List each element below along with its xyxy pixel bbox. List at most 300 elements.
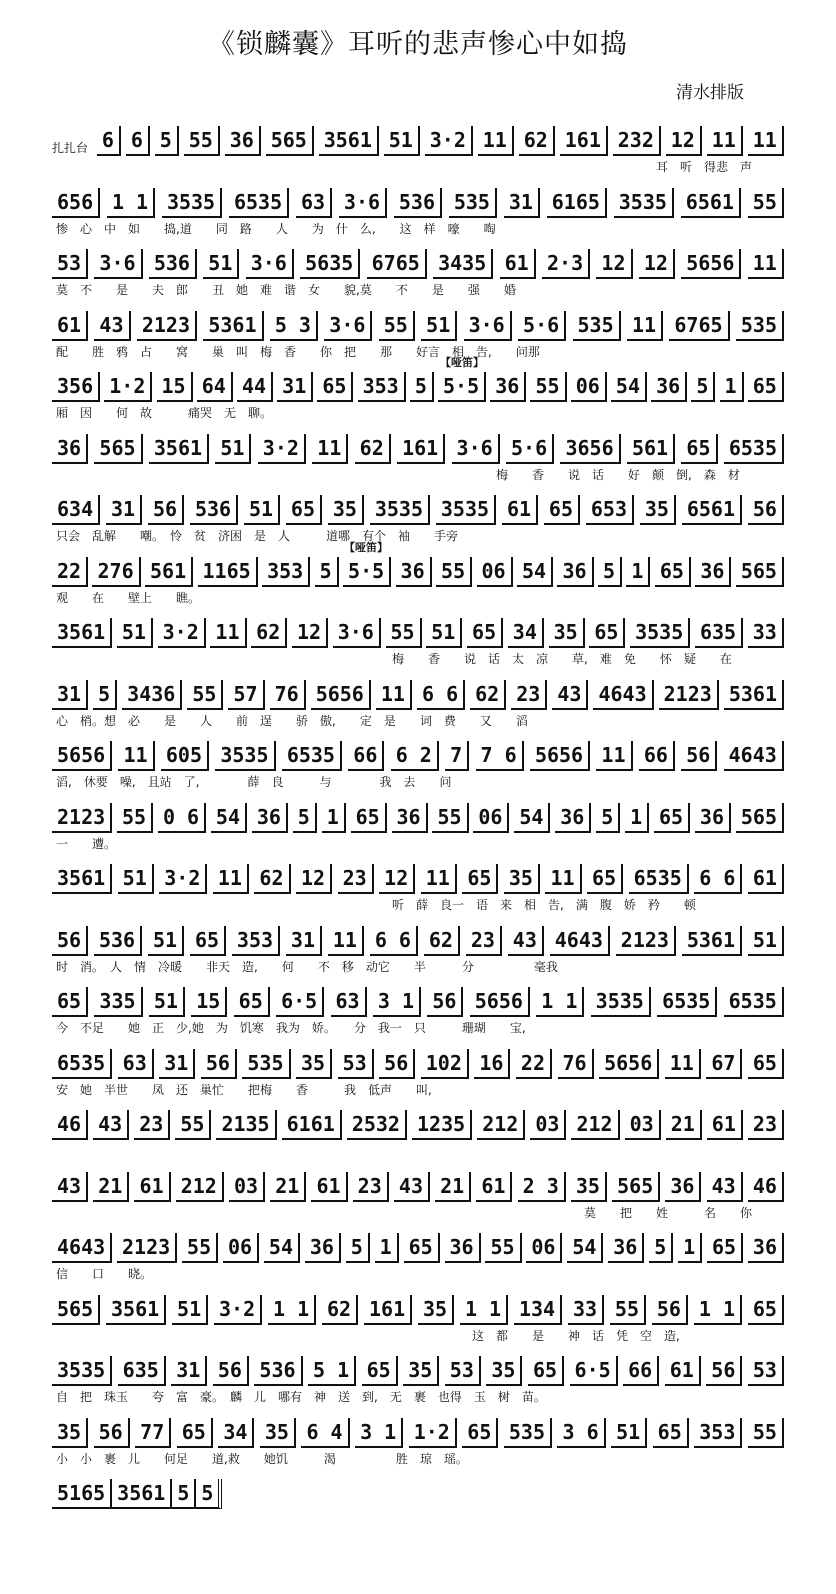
measure: 21: [666, 1110, 702, 1140]
measure: 65: [351, 803, 387, 833]
measure: 565: [52, 1295, 100, 1325]
measure: 65: [653, 1418, 689, 1448]
measure: 3561: [112, 1479, 172, 1509]
measure: 31: [52, 680, 88, 710]
measure: 31: [106, 495, 142, 525]
measure: 11: [210, 618, 246, 648]
measure: 605: [161, 741, 209, 771]
measure: 6161: [282, 1110, 342, 1140]
measure: 21: [270, 1172, 306, 1202]
measure: 11: [376, 680, 412, 710]
measure: 212: [477, 1110, 525, 1140]
measure: 61: [500, 249, 536, 279]
measure: 134: [514, 1295, 562, 1325]
measure: 62: [322, 1295, 358, 1325]
measure: 5656: [470, 987, 530, 1017]
measure: 36: [490, 372, 526, 402]
measure: 46: [748, 1172, 784, 1202]
measure: 11: [748, 249, 784, 279]
measure: 3561: [319, 126, 379, 156]
measure: 3 6: [557, 1418, 605, 1448]
measure: 36: [608, 1233, 644, 1263]
measure: 61: [502, 495, 538, 525]
measure: 66: [623, 1356, 659, 1386]
measure: 565: [94, 434, 142, 464]
measure: 535: [449, 188, 497, 218]
measure: 62: [424, 926, 460, 956]
measure: 54: [211, 803, 247, 833]
measure: 23: [338, 864, 374, 894]
measure: 3561: [106, 1295, 166, 1325]
measure: 65: [707, 1233, 743, 1263]
measure: 2123: [659, 680, 719, 710]
staff-system: [0, 1475, 836, 1541]
measure: 5656: [599, 1049, 659, 1079]
credit-label: 清水排版: [676, 83, 744, 103]
measure: 561: [627, 434, 675, 464]
measure: 565: [736, 557, 784, 587]
measure: 3535: [215, 741, 275, 771]
measure: 6535: [657, 987, 717, 1017]
lyric-line: 时 消。 人 情 冷暖 非天 造, 何 不 移 动它 半 分 毫我: [56, 959, 558, 974]
staff-system: [0, 1352, 836, 1418]
measure: 36: [695, 557, 731, 587]
measure: 1 1: [694, 1295, 742, 1325]
measure: 55: [748, 188, 784, 218]
measure-row: [52, 1045, 784, 1079]
measure: 6535: [52, 1049, 112, 1079]
measure: 33: [748, 618, 784, 648]
measure: 33: [568, 1295, 604, 1325]
measure: 56: [706, 1356, 742, 1386]
measure: 634: [52, 495, 100, 525]
measure: 35: [504, 864, 540, 894]
measure: 36: [651, 372, 687, 402]
measure: 3·6: [339, 188, 387, 218]
measure: 31: [159, 1049, 195, 1079]
measure: 3·6: [333, 618, 381, 648]
measure: 51: [149, 987, 185, 1017]
measure: 536: [190, 495, 238, 525]
measure: 1235: [412, 1110, 472, 1140]
measure: 54: [611, 372, 647, 402]
measure: 65: [462, 864, 498, 894]
measure-row: [52, 799, 784, 833]
measure: 43: [508, 926, 544, 956]
measure: 06: [526, 1233, 562, 1263]
measure: 55: [610, 1295, 646, 1325]
lyric-line: 信 口 晓。: [56, 1267, 153, 1281]
measure: 15: [191, 987, 227, 1017]
measure: 7: [445, 741, 469, 771]
measure: 61: [311, 1172, 347, 1202]
measure: 1·2: [104, 372, 152, 402]
measure: 34: [508, 618, 544, 648]
measure: 55: [182, 1233, 218, 1263]
measure: 56: [213, 1356, 249, 1386]
measure: 1: [625, 803, 649, 833]
measure: 31: [286, 926, 322, 956]
measure: 65: [528, 1356, 564, 1386]
measure: 65: [748, 1049, 784, 1079]
measure: 5: [93, 680, 117, 710]
measure: 536: [94, 926, 142, 956]
measure: 3535: [614, 188, 674, 218]
measure: 51: [117, 618, 153, 648]
staff-system: [0, 1229, 836, 1295]
measure: 36: [445, 1233, 481, 1263]
measure: 55: [485, 1233, 521, 1263]
staff-system: [0, 540, 836, 619]
measure: 656: [52, 188, 100, 218]
measure: 3·2: [159, 864, 207, 894]
measure: 53: [338, 1049, 374, 1079]
measure: 06: [473, 803, 509, 833]
measure: 2123: [117, 1233, 177, 1263]
measure-row: [52, 1475, 784, 1509]
measure: 43: [52, 1172, 88, 1202]
measure: 2123: [616, 926, 676, 956]
staff-system: [0, 184, 836, 250]
measure: 11: [213, 864, 249, 894]
measure: 276: [92, 557, 140, 587]
measure: 63: [296, 188, 332, 218]
measure: 353: [358, 372, 406, 402]
measure: 535: [504, 1418, 552, 1448]
measure: 6·5: [276, 987, 324, 1017]
lyric-line: 莫 把 姓 名 你: [584, 1205, 753, 1220]
measure: 63: [118, 1049, 154, 1079]
measure: 5165: [52, 1479, 112, 1509]
measure: 21: [435, 1172, 471, 1202]
measure: 62: [519, 126, 555, 156]
measure: 06: [223, 1233, 259, 1263]
measure: 12: [596, 249, 632, 279]
measure: 76: [270, 680, 306, 710]
measure: 55: [386, 618, 422, 648]
measure: 3561: [149, 434, 209, 464]
measure: 31: [171, 1356, 207, 1386]
measure: 6535: [629, 864, 689, 894]
measure: 11: [118, 741, 154, 771]
measure: 51: [384, 126, 420, 156]
measure: 1 1: [107, 188, 155, 218]
lyric-line: 这 都 是 神 话 凭 空 造,: [472, 1328, 680, 1343]
measure: 36: [52, 434, 88, 464]
measure: 65: [467, 618, 503, 648]
measure: 6765: [367, 249, 427, 279]
measure: 635: [695, 618, 743, 648]
staff-system: [0, 983, 836, 1049]
measure: 356: [52, 372, 100, 402]
measure: 1 1: [460, 1295, 508, 1325]
measure-row: [52, 122, 784, 156]
measure: 43: [707, 1172, 743, 1202]
measure: 3436: [122, 680, 182, 710]
staff-system: [0, 491, 836, 557]
lyric-line: 听 薛 良一 语 来 相 告, 满 腹 娇 矜 顿: [392, 898, 696, 912]
measure: 55: [530, 372, 566, 402]
measure: 56: [427, 987, 463, 1017]
measure: 5 3: [270, 311, 318, 341]
measure: 55: [175, 1110, 211, 1140]
measure-row: [52, 307, 784, 341]
measure: 65: [190, 926, 226, 956]
measure-row: [52, 1352, 784, 1386]
measure: 3·6: [452, 434, 500, 464]
measure: 36: [748, 1233, 784, 1263]
measure: 6561: [682, 495, 742, 525]
measure: 3·2: [214, 1295, 262, 1325]
measure: 1: [678, 1233, 702, 1263]
measure: 57: [228, 680, 264, 710]
staff-system: [0, 1168, 836, 1234]
measure: 1: [375, 1233, 399, 1263]
measure: 5656: [311, 680, 371, 710]
measure: 56: [748, 495, 784, 525]
measure: 3656: [560, 434, 620, 464]
measure: 51: [203, 249, 239, 279]
measure: 54: [567, 1233, 603, 1263]
staff-system: [0, 799, 836, 865]
measure: 3535: [162, 188, 222, 218]
measure: 06: [477, 557, 513, 587]
staff-system: [0, 245, 836, 311]
measure: 61: [476, 1172, 512, 1202]
lyric-line: 梅 香 说 话 好 颠 倒, 森 材: [496, 467, 740, 482]
staff-system: [0, 430, 836, 496]
measure: 66: [348, 741, 384, 771]
measure: 6535: [229, 188, 289, 218]
measure: 51: [244, 495, 280, 525]
measure: 35: [260, 1418, 296, 1448]
measure: 5: [691, 372, 715, 402]
measure: 31: [504, 188, 540, 218]
measure: 5: [346, 1233, 370, 1263]
measure: 65: [654, 803, 690, 833]
measure-row: [52, 368, 784, 402]
measure: 65: [587, 864, 623, 894]
measure: 43: [94, 311, 130, 341]
measure: 12: [296, 864, 332, 894]
measure: 34: [218, 1418, 254, 1448]
measure: 5: [649, 1233, 673, 1263]
lyric-line: 厢 因 何 故 痛哭 无 聊。: [56, 406, 273, 420]
measure-row: [52, 1168, 784, 1202]
measure: 2532: [347, 1110, 407, 1140]
measure: 5 1: [308, 1356, 356, 1386]
measure: 36: [396, 557, 432, 587]
measure: 635: [118, 1356, 166, 1386]
measure: 36: [392, 803, 428, 833]
measure-row: [52, 1229, 784, 1263]
measure: 3 1: [373, 987, 421, 1017]
measure: 5: [293, 803, 317, 833]
measure: 56: [652, 1295, 688, 1325]
measure: 56: [681, 741, 717, 771]
measure: 55: [117, 803, 153, 833]
measure: 565: [612, 1172, 660, 1202]
measure: 5·5: [438, 372, 486, 402]
measure: 12: [666, 126, 702, 156]
measure: 5·6: [506, 434, 554, 464]
measure: 5: [596, 803, 620, 833]
measure: 43: [394, 1172, 430, 1202]
measure: 55: [436, 557, 472, 587]
measure: 36: [695, 803, 731, 833]
staff-system: [0, 1414, 836, 1480]
measure: 36: [665, 1172, 701, 1202]
measure: 536: [149, 249, 197, 279]
measure: 6 6: [417, 680, 465, 710]
measure: 3·6: [464, 311, 512, 341]
measure: 161: [560, 126, 608, 156]
measure: 1165: [198, 557, 258, 587]
measure: 565: [736, 803, 784, 833]
measure: 6 6: [370, 926, 418, 956]
measure: 35: [640, 495, 676, 525]
measure: 21: [93, 1172, 129, 1202]
measure: 51: [148, 926, 184, 956]
lyric-line: 自 把 珠玉 夸 富 豪。 麟 儿 哪有 神 送 到, 无 裹 也得 玉 树 苗。: [56, 1390, 546, 1404]
measure: 65: [362, 1356, 398, 1386]
measure: 56: [379, 1049, 415, 1079]
measure: 6 2: [391, 741, 439, 771]
measure: 11: [596, 741, 632, 771]
measure: 77: [135, 1418, 171, 1448]
measure: 5: [315, 557, 339, 587]
measure: 3535: [52, 1356, 112, 1386]
lyric-line: 观 在 壁上 瞧。: [56, 590, 201, 605]
measure: 36: [305, 1233, 341, 1263]
performance-mark: 【哑笛】: [440, 356, 484, 369]
measure: 535: [736, 311, 784, 341]
measure-row: [52, 676, 784, 710]
measure: 12: [379, 864, 415, 894]
lyric-line: 惨 心 中 如 捣,道 同 路 人 为 什 么, 这 样 嚎 啕: [56, 221, 496, 236]
measure: 5·6: [518, 311, 566, 341]
measure: 3561: [52, 864, 112, 894]
measure: 61: [707, 1110, 743, 1140]
measure: 6 6: [694, 864, 742, 894]
measure: 3·2: [425, 126, 473, 156]
measure: 11: [421, 864, 457, 894]
measure: 35: [571, 1172, 607, 1202]
measure: 36: [557, 557, 593, 587]
measure: 51: [118, 864, 154, 894]
staff-system: [0, 1106, 836, 1172]
measure: 03: [625, 1110, 661, 1140]
measure: 65: [544, 495, 580, 525]
measure-row: [52, 245, 784, 279]
measure: 62: [254, 864, 290, 894]
measure: 62: [251, 618, 287, 648]
measure: 212: [571, 1110, 619, 1140]
measure: 44: [237, 372, 273, 402]
measure: 35: [52, 1418, 88, 1448]
measure: 23: [748, 1110, 784, 1140]
measure: 6535: [282, 741, 342, 771]
measure: 65: [234, 987, 270, 1017]
measure: 3535: [436, 495, 496, 525]
measure-row: [52, 737, 784, 771]
measure: 5: [155, 126, 179, 156]
measure: 35: [549, 618, 585, 648]
measure: 16: [474, 1049, 510, 1079]
lyric-line: 莫 不 是 夫 郎 丑 她 难 谐 女 貌,莫 不 是 强 婚: [56, 283, 516, 297]
measure: 5·5: [343, 557, 391, 587]
measure: 5: [172, 1479, 196, 1509]
measure: 653: [586, 495, 634, 525]
measure: 11: [328, 926, 364, 956]
measure: 5656: [681, 249, 741, 279]
measure: 36: [225, 126, 261, 156]
measure: 22: [52, 557, 88, 587]
measure: 161: [397, 434, 445, 464]
lyric-line: 心 梢。想 必 是 人 前 逞 骄 傲, 定 是 词 费 又 滔: [56, 713, 528, 728]
measure: 5656: [530, 741, 590, 771]
measure: 65: [177, 1418, 213, 1448]
measure: 65: [462, 1418, 498, 1448]
measure: 03: [229, 1172, 265, 1202]
measure: 56: [52, 926, 88, 956]
measure: 3·6: [324, 311, 372, 341]
measure: 56: [94, 1418, 130, 1448]
measure: 3535: [630, 618, 690, 648]
measure: 3561: [52, 618, 112, 648]
measure: 11: [627, 311, 663, 341]
measure: 3·6: [94, 249, 142, 279]
staff-system: [0, 614, 836, 680]
measure: 66: [639, 741, 675, 771]
measure: 561: [145, 557, 193, 587]
measure: 535: [242, 1049, 290, 1079]
measure: 36: [555, 803, 591, 833]
measure: 5: [598, 557, 622, 587]
measure-row: [52, 491, 784, 525]
measure: 12: [292, 618, 328, 648]
measure: 6765: [669, 311, 729, 341]
measure: 55: [379, 311, 415, 341]
song-title: 《锁麟囊》耳听的悲声惨心中如捣: [208, 29, 628, 60]
measure: 2·3: [542, 249, 590, 279]
measure: 65: [748, 372, 784, 402]
measure: 56: [148, 495, 184, 525]
measure: 51: [215, 434, 251, 464]
measure: 3·2: [158, 618, 206, 648]
measure: 4643: [724, 741, 784, 771]
measure: 102: [421, 1049, 469, 1079]
measure: 67: [706, 1049, 742, 1079]
lyric-line: 今 不足 她 正 少,她 为 饥寒 我为 娇。 分 我一 只 珊瑚 宝,: [56, 1021, 526, 1035]
measure: 353: [694, 1418, 742, 1448]
measure: 353: [232, 926, 280, 956]
measure: 62: [470, 680, 506, 710]
staff-system: [0, 737, 836, 803]
measure: 11: [545, 864, 581, 894]
measure: 3 1: [355, 1418, 403, 1448]
lyric-line: 一 遭。: [56, 836, 117, 851]
measure: 3·6: [246, 249, 294, 279]
measure: 65: [404, 1233, 440, 1263]
intro-label: 扎扎台: [52, 141, 89, 155]
staff-system: [0, 1045, 836, 1111]
measure: 65: [655, 557, 691, 587]
measure: 23: [353, 1172, 389, 1202]
measure: 536: [254, 1356, 302, 1386]
measure-row: [52, 983, 784, 1017]
measure: 53: [748, 1356, 784, 1386]
